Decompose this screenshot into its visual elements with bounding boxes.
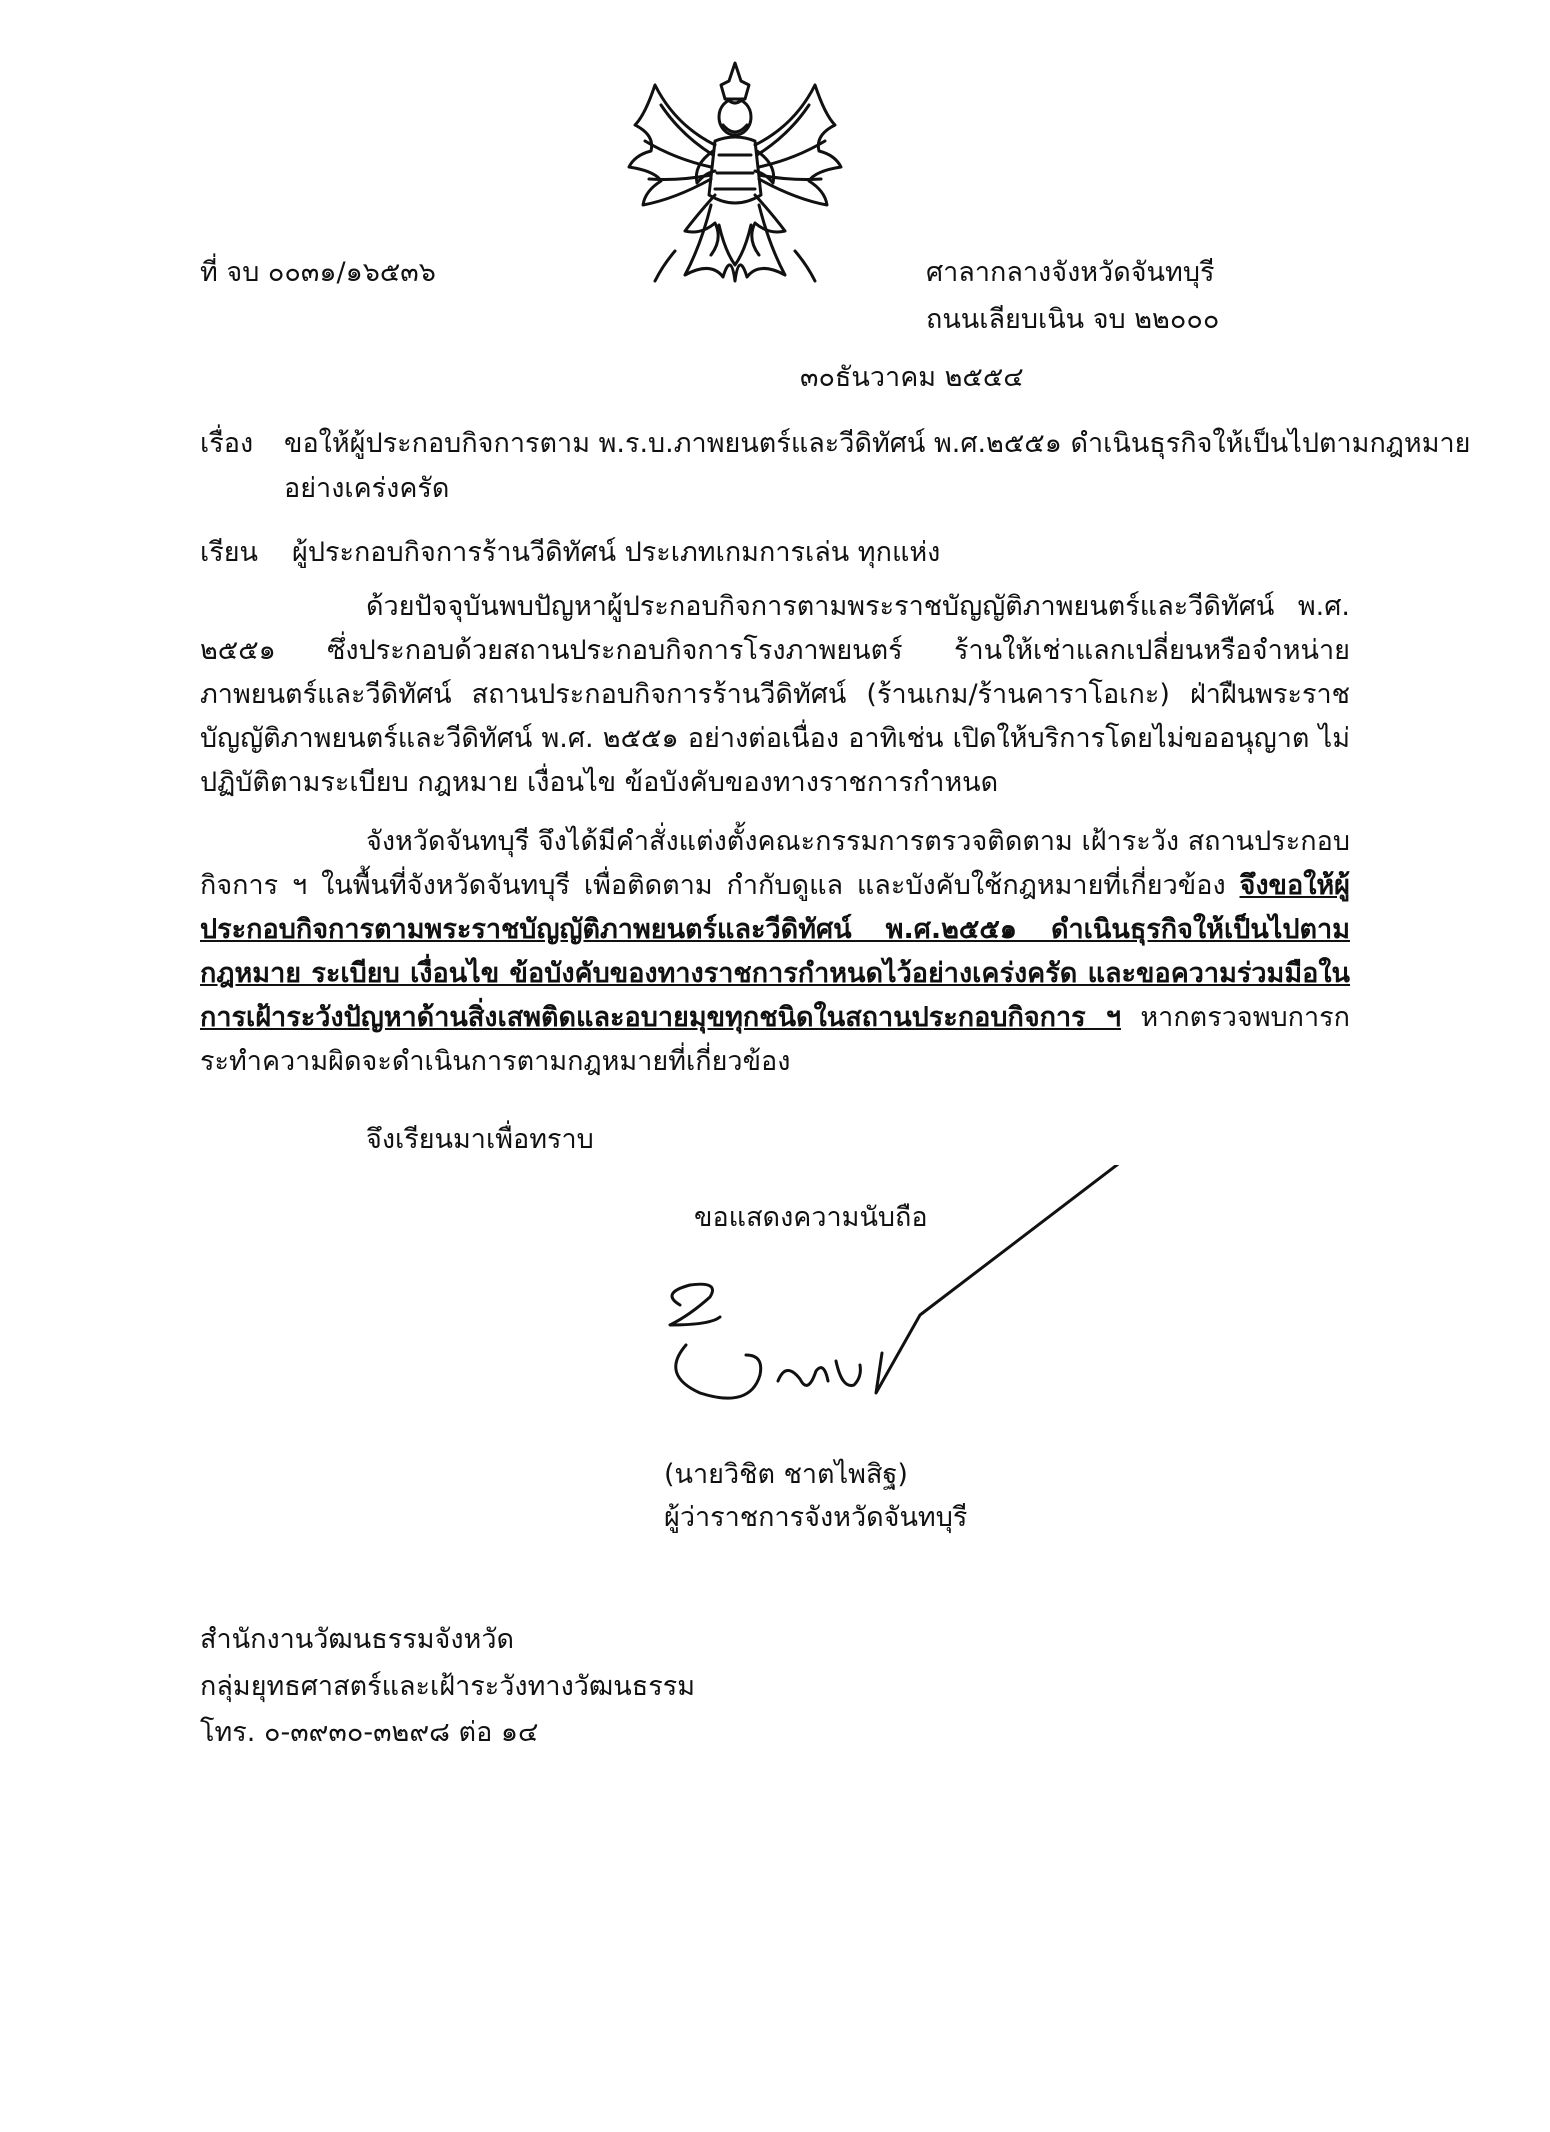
- recipient-text: ผู้ประกอบกิจการร้านวีดิทัศน์ ประเภทเกมการเล่น ทุกแห่ง: [292, 537, 941, 568]
- paragraph-2-intro: จังหวัดจันทบุรี จึงได้มีคำสั่งแต่งตั้งคณะกรรมการตรวจติดตาม เฝ้าระวัง สถานประกอบกิจการ ฯ ในพื้นที่จังหวัดจันทบุรี เพื่อติดตาม กำกับดูแล และบังคับใช้กฎหมายที่เกี่ยวข้อง: [200, 826, 1350, 901]
- office-name: สำนักงานวัฒนธรรมจังหวัด: [200, 1624, 515, 1655]
- reference-number: ที่ จบ ๐๐๓๑/๑๖๕๓๖: [200, 257, 436, 288]
- handwritten-signature: [650, 1165, 1170, 1455]
- body-paragraph-1: ด้วยปัจจุบันพบปัญหาผู้ประกอบกิจการตามพระราชบัญญัติภาพยนตร์และวีดิทัศน์ พ.ศ. ๒๕๕๑ ซึ่งประกอบด้วยสถานประกอบกิจการโรงภาพยนตร์ ร้านให้เช่าแลกเปลี่ยนหรือจำหน่ายภาพยนตร์และวีดิทัศน์ สถานประกอบกิจการร้านวีดิทัศน์ (ร้านเกม/ร้านคาราโอเกะ) ฝ่าฝืนพระราชบัญญัติภาพยนตร์และวีดิทัศน์ พ.ศ. ๒๕๕๑ อย่างต่อเนื่อง อาทิเช่น เปิดให้บริการโดยไม่ขออนุญาต ไม่ปฏิบัติตามระเบียบ กฎหมาย เงื่อนไข ข้อบังคับของทางราชการกำหนด: [200, 591, 1350, 798]
- closing-line: จึงเรียนมาเพื่อทราบ: [366, 1124, 594, 1155]
- paragraph-2-outro: หากตรวจพบการกระทำความผิดจะดำเนินการตามกฎหมายที่เกี่ยวข้อง: [200, 1002, 1350, 1077]
- subject-line-1: ขอให้ผู้ประกอบกิจการตาม พ.ร.บ.ภาพยนตร์และวีดิทัศน์ พ.ศ.๒๕๕๑ ดำเนินธุรกิจให้เป็นไปตามกฎหมาย: [284, 428, 1471, 459]
- recipient-label: เรียน: [200, 537, 259, 568]
- organization-address: ถนนเลียบเนิน จบ ๒๒๐๐๐: [926, 304, 1220, 335]
- organization-name: ศาลากลางจังหวัดจันทบุรี: [926, 257, 1215, 288]
- signer-position: ผู้ว่าราชการจังหวัดจันทบุรี: [664, 1502, 968, 1533]
- salutation: ขอแสดงความนับถือ: [694, 1202, 928, 1233]
- subject-line-2: อย่างเคร่งครัด: [284, 473, 450, 504]
- subject-label: เรื่อง: [200, 428, 254, 459]
- phone-number: โทร. ๐-๓๙๓๐-๓๒๙๘ ต่อ ๑๔: [200, 1717, 539, 1748]
- paragraph-2-emphasis: จึงขอให้ผู้ประกอบกิจการตามพระราชบัญญัติภาพยนตร์และวีดิทัศน์ พ.ศ.๒๕๕๑ ดำเนินธุรกิจให้เป็นไปตามกฎหมาย ระเบียบ เงื่อนไข ข้อบังคับของทางราชการกำหนดไว้อย่างเคร่งครัด และขอความร่วมมือในการเฝ้าระวังปัญหาด้านสิ่งเสพติดและอบายมุขทุกชนิดในสถานประกอบกิจการ ฯ: [200, 870, 1350, 1033]
- signer-name: (นายวิชิต ชาตไพสิฐ): [664, 1459, 908, 1490]
- letter-date: ๓๐ธันวาคม ๒๕๕๔: [800, 362, 1024, 393]
- garuda-emblem-icon: [615, 55, 855, 295]
- division-name: กลุ่มยุทธศาสตร์และเฝ้าระวังทางวัฒนธรรม: [200, 1671, 696, 1702]
- body-paragraph-2: [200, 820, 1350, 1084]
